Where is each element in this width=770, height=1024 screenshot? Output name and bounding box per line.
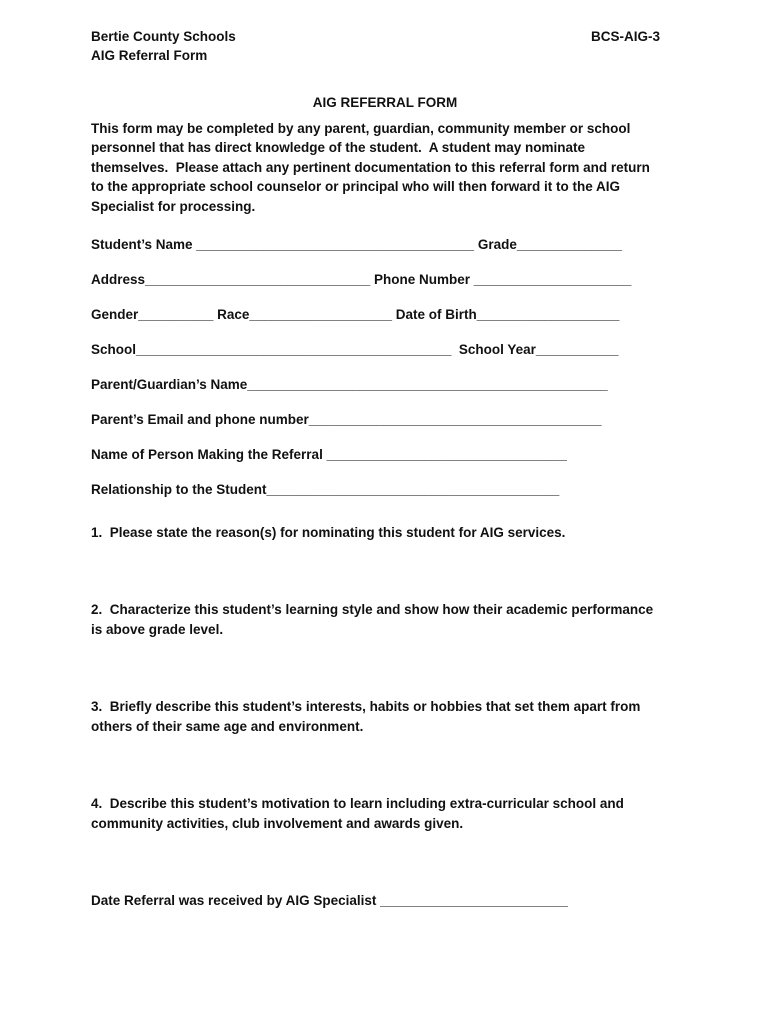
intro-line: themselves. Please attach any pertinent documentation to this referral form and return bbox=[91, 160, 650, 175]
date-received-field[interactable]: Date Referral was received by AIG Specialist _________________________ bbox=[91, 893, 568, 908]
question-3-continued: others of their same age and environment. bbox=[91, 719, 364, 734]
parent-contact-field[interactable]: Parent’s Email and phone number_______________________________________ bbox=[91, 412, 602, 427]
form-name: AIG Referral Form bbox=[91, 48, 208, 63]
question-4-continued: community activities, club involvement and awards given. bbox=[91, 816, 464, 831]
form-code: BCS-AIG-3 bbox=[590, 29, 660, 44]
gender-race-dob-field[interactable]: Gender__________ Race___________________ Date of Birth___________________ bbox=[91, 307, 620, 322]
question-2-continued: is above grade level. bbox=[91, 622, 224, 637]
intro-line: personnel that has direct knowledge of the student. A student may nominate bbox=[91, 140, 586, 155]
school-field[interactable]: School__________________________________________ School Year___________ bbox=[91, 342, 619, 357]
referrer-name-field[interactable]: Name of Person Making the Referral ________________________________ bbox=[91, 447, 567, 462]
question-4: 4. Describe this student’s motivation to learn including extra-curricular school and bbox=[91, 796, 624, 811]
question-3: 3. Briefly describe this student’s interests, habits or hobbies that set them apart from bbox=[91, 699, 641, 714]
parent-guardian-name-field[interactable]: Parent/Guardian’s Name________________________________________________ bbox=[91, 377, 608, 392]
intro-line: This form may be completed by any parent, guardian, community member or school bbox=[91, 121, 631, 136]
question-2: 2. Characterize this student’s learning style and show how their academic performance bbox=[91, 602, 654, 617]
question-1: 1. Please state the reason(s) for nominating this student for AIG services. bbox=[91, 525, 566, 540]
address-field[interactable]: Address______________________________ Phone Number _____________________ bbox=[91, 272, 632, 287]
form-title: AIG REFERRAL FORM bbox=[312, 95, 458, 110]
relationship-field[interactable]: Relationship to the Student_______________________________________ bbox=[91, 482, 560, 497]
intro-line: to the appropriate school counselor or principal who will then forward it to the AIG bbox=[91, 179, 621, 194]
student-name-field[interactable]: Student’s Name _____________________________________ Grade______________ bbox=[91, 237, 622, 252]
intro-line: Specialist for processing. bbox=[91, 199, 256, 214]
district-name: Bertie County Schools bbox=[91, 29, 236, 44]
